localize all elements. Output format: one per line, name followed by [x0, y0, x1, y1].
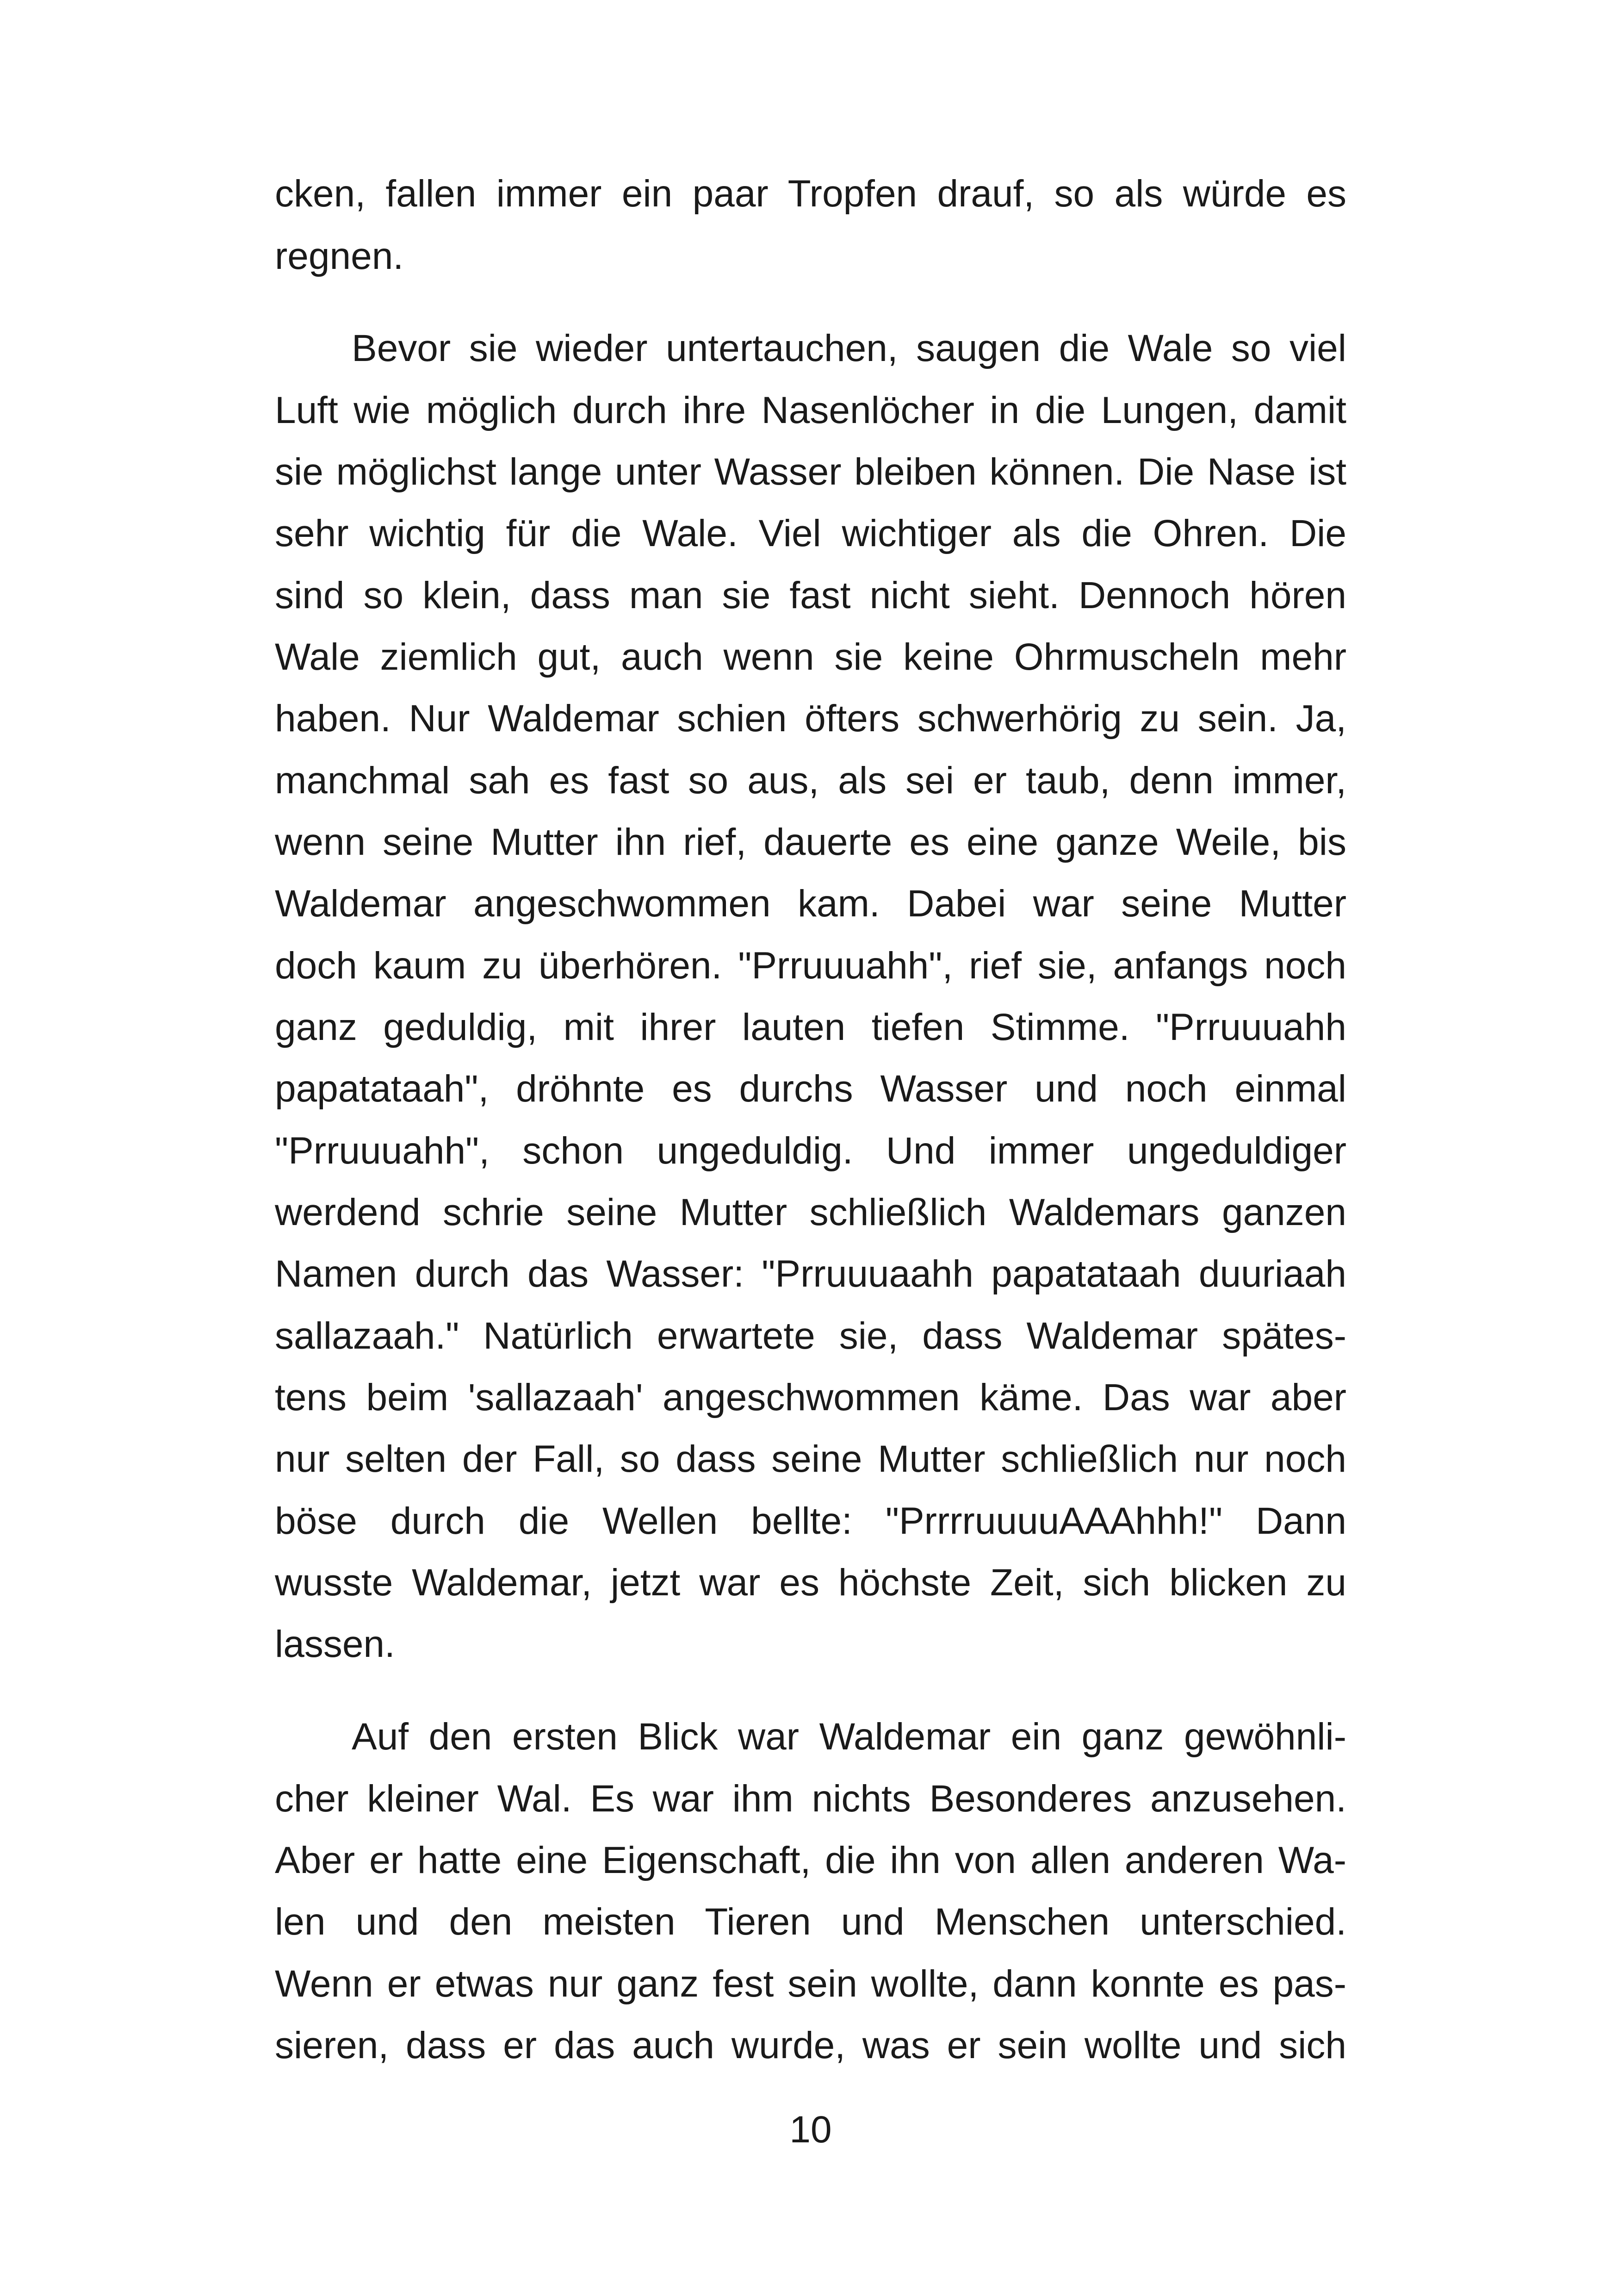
paragraph-2-line-20: böse durch die Wellen bellte: "PrrrruuuuAAAhhh!" Dann — [275, 1500, 1346, 1542]
paragraph-2-line-12: ganz geduldig, mit ihrer lauten tiefen Stimme. "Prruuuahh — [275, 1006, 1346, 1048]
paragraph-1-line-1: cken, fallen immer ein paar Tropfen drauf, so als würde es — [275, 173, 1346, 215]
paragraph-3-line-2: cher kleiner Wal. Es war ihm nichts Besonderes anzusehen. — [275, 1778, 1346, 1820]
paragraph-2-line-5: sind so klein, dass man sie fast nicht sieht. Dennoch hören — [275, 574, 1346, 616]
paragraph-1-line-2: regnen. — [275, 235, 404, 277]
paragraph-2-line-22: lassen. — [275, 1623, 395, 1665]
page-number: 10 — [789, 2109, 832, 2151]
paragraph-2-line-3: sie möglichst lange unter Wasser bleiben können. Die Nase ist — [275, 451, 1346, 493]
paragraph-3-line-3: Aber er hatte eine Eigenschaft, die ihn von allen anderen Wa- — [275, 1839, 1346, 1881]
paragraph-2-line-6: Wale ziemlich gut, auch wenn sie keine Ohrmuscheln mehr — [275, 636, 1346, 678]
paragraph-3-line-5: Wenn er etwas nur ganz fest sein wollte, dann konnte es pas- — [275, 1963, 1346, 2005]
paragraph-2-line-8: manchmal sah es fast so aus, als sei er taub, denn immer, — [275, 759, 1346, 802]
paragraph-2-line-14: "Prruuuahh", schon ungeduldig. Und immer ungeduldiger — [275, 1130, 1346, 1172]
paragraph-2-line-7: haben. Nur Waldemar schien öfters schwerhörig zu sein. Ja, — [275, 697, 1346, 740]
paragraph-2-line-9: wenn seine Mutter ihn rief, dauerte es eine ganze Weile, bis — [275, 821, 1346, 863]
paragraph-2-line-15: werdend schrie seine Mutter schließlich Waldemars ganzen — [275, 1191, 1346, 1233]
paragraph-2-line-13: papatataah", dröhnte es durchs Wasser und noch einmal — [275, 1068, 1346, 1110]
paragraph-2-line-1: Bevor sie wieder untertauchen, saugen die Wale so viel — [352, 327, 1346, 369]
paragraph-2-line-16: Namen durch das Wasser: "Prruuuaahh papatataah duuriaah — [275, 1253, 1346, 1295]
paragraph-2-line-21: wusste Waldemar, jetzt war es höchste Zeit, sich blicken zu — [275, 1562, 1346, 1604]
paragraph-2-line-17: sallazaah." Natürlich erwartete sie, dass Waldemar spätes- — [275, 1315, 1346, 1357]
paragraph-2-line-4: sehr wichtig für die Wale. Viel wichtiger als die Ohren. Die — [275, 512, 1346, 554]
paragraph-3-line-6: sieren, dass er das auch wurde, was er sein wollte und sich — [275, 2024, 1346, 2066]
paragraph-2-line-2: Luft wie möglich durch ihre Nasenlöcher in die Lungen, damit — [275, 389, 1346, 431]
book-page — [275, 0, 1346, 2296]
paragraph-3-line-4: len und den meisten Tieren und Menschen unterschied. — [275, 1901, 1346, 1943]
paragraph-2-line-18: tens beim 'sallazaah' angeschwommen käme. Das war aber — [275, 1376, 1346, 1419]
paragraph-2-line-10: Waldemar angeschwommen kam. Dabei war seine Mutter — [275, 883, 1346, 925]
paragraph-2-line-19: nur selten der Fall, so dass seine Mutter schließlich nur noch — [275, 1438, 1346, 1480]
paragraph-3-line-1: Auf den ersten Blick war Waldemar ein ganz gewöhnli- — [352, 1716, 1346, 1758]
paragraph-2-line-11: doch kaum zu überhören. "Prruuuahh", rief sie, anfangs noch — [275, 945, 1346, 987]
